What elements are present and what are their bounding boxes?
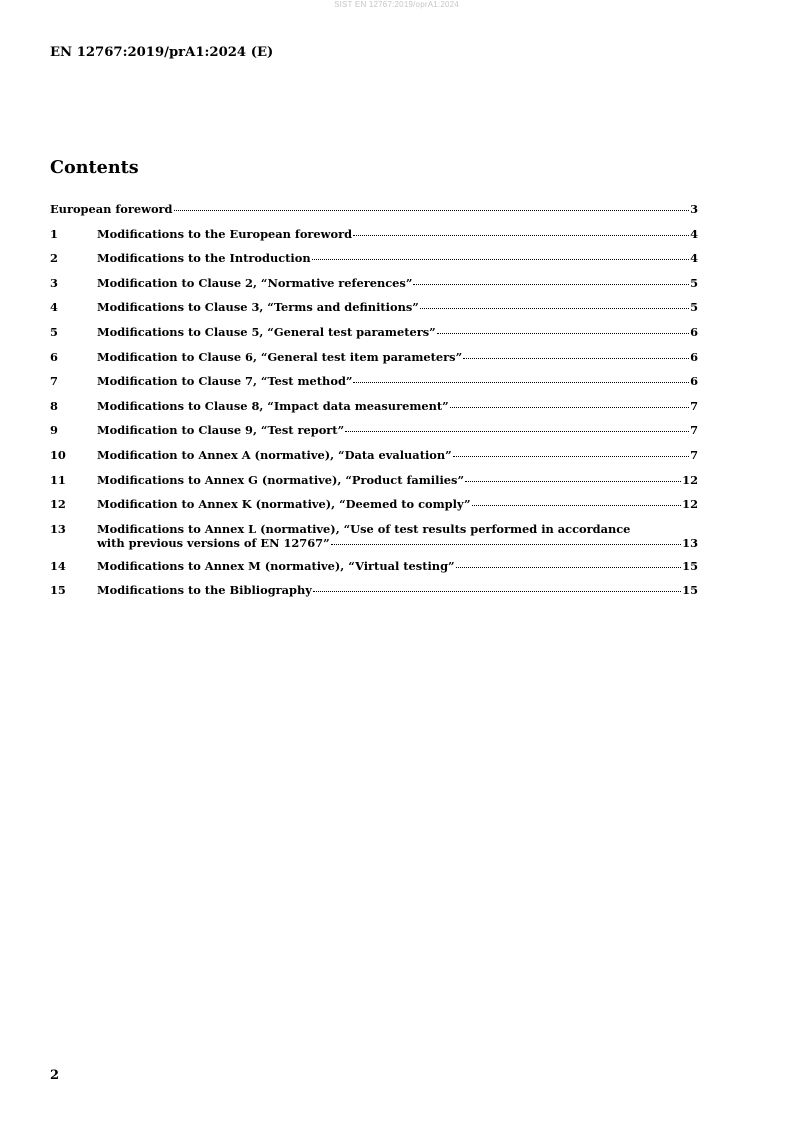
toc-entry-title: Modification to Clause 7, “Test method” [97,374,353,389]
toc-page-number: 12 [682,472,698,487]
toc-page-number: 4 [690,226,698,241]
toc-entry-number: 7 [50,374,58,389]
toc-entry-title: Modification to Annex A (normative), “Data evaluation” [97,447,452,462]
dot-leader [450,407,689,408]
toc-entry-foreword[interactable] [50,202,698,227]
toc-entry-4[interactable] [50,300,698,325]
dot-leader [353,382,689,383]
toc-page-number: 3 [690,202,698,216]
dot-leader [331,544,682,545]
toc-entry-title: Modification to Clause 6, “General test item parameters” [97,349,463,364]
toc-page-number: 5 [690,275,698,290]
table-of-contents [50,202,698,608]
toc-entry-number: 13 [50,521,66,536]
toc-page-number: 5 [690,300,698,315]
toc-entry-3[interactable] [50,276,698,301]
toc-page-number: 13 [682,535,698,550]
toc-entry-8[interactable] [50,399,698,424]
toc-entry-title: Modification to Annex K (normative), “Deemed to comply” [97,497,471,512]
toc-entry-1[interactable] [50,227,698,252]
toc-entry-title: Modifications to the European foreword [97,226,353,241]
toc-entry-number: 3 [50,275,58,290]
toc-entry-9[interactable] [50,423,698,448]
toc-entry-title: Modifications to the Bibliography [97,583,312,598]
toc-entry-title: Modifications to the Introduction [97,251,311,266]
toc-entry-5[interactable] [50,325,698,350]
toc-entry-2[interactable] [50,251,698,276]
toc-entry-title: Modifications to Annex G (normative), “Product families” [97,472,464,487]
toc-entry-title: Modifications to Clause 8, “Impact data measurement” [97,398,449,413]
toc-page-number: 4 [690,251,698,266]
toc-entry-number: 9 [50,423,58,438]
toc-entry-12[interactable] [50,497,698,522]
toc-page-number: 15 [682,583,698,598]
toc-entry-number: 4 [50,300,58,315]
toc-page-number: 12 [682,497,698,512]
toc-page-number: 6 [690,324,698,339]
dot-leader [174,210,690,211]
toc-entry-title: Modification to Clause 2, “Normative references” [97,275,413,290]
toc-entry-number: 10 [50,447,66,462]
toc-entry-title-line1: Modifications to Annex L (normative), “Use of test results performed in accordance [97,521,631,536]
toc-page-number: 15 [682,558,698,573]
toc-page-number: 7 [690,423,698,438]
toc-entry-number: 1 [50,226,58,241]
toc-entry-number: 15 [50,583,66,598]
toc-page-number: 7 [690,447,698,462]
document-id-header: EN 12767:2019/prA1:2024 (E) [50,45,274,60]
toc-page-number: 6 [690,349,698,364]
toc-entry-13[interactable] [50,522,698,559]
toc-entry-number: 6 [50,349,58,364]
toc-entry-number: 14 [50,558,66,573]
toc-entry-title-line2: with previous versions of EN 12767” [97,535,330,550]
dot-leader [312,259,689,260]
toc-entry-title: Modifications to Annex M (normative), “Virtual testing” [97,558,455,573]
dot-leader [313,591,681,592]
dot-leader [420,308,689,309]
dot-leader [465,481,681,482]
toc-entry-number: 12 [50,497,66,512]
toc-entry-title: European foreword [50,202,173,216]
dot-leader [437,333,689,334]
toc-page-number: 6 [690,374,698,389]
dot-leader [463,358,689,359]
toc-entry-number: 2 [50,251,58,266]
page-number: 2 [50,1068,60,1083]
toc-entry-14[interactable] [50,559,698,584]
toc-entry-6[interactable] [50,350,698,375]
toc-entry-title: Modification to Clause 9, “Test report” [97,423,345,438]
toc-page-number: 7 [690,398,698,413]
toc-entry-title: Modifications to Clause 3, “Terms and definitions” [97,300,419,315]
watermark: SIST EN 12767:2019/oprA1:2024 [334,0,459,9]
toc-entry-7[interactable] [50,374,698,399]
toc-entry-number: 8 [50,398,58,413]
toc-entry-15[interactable] [50,583,698,608]
toc-entry-11[interactable] [50,473,698,498]
toc-entry-number: 11 [50,472,66,487]
dot-leader [472,505,682,506]
dot-leader [453,456,689,457]
toc-entry-10[interactable] [50,448,698,473]
contents-heading: Contents [50,157,139,178]
dot-leader [456,567,682,568]
toc-entry-title: Modifications to Clause 5, “General test parameters” [97,324,436,339]
dot-leader [353,235,689,236]
toc-entry-number: 5 [50,324,58,339]
dot-leader [345,431,689,432]
dot-leader [413,284,689,285]
